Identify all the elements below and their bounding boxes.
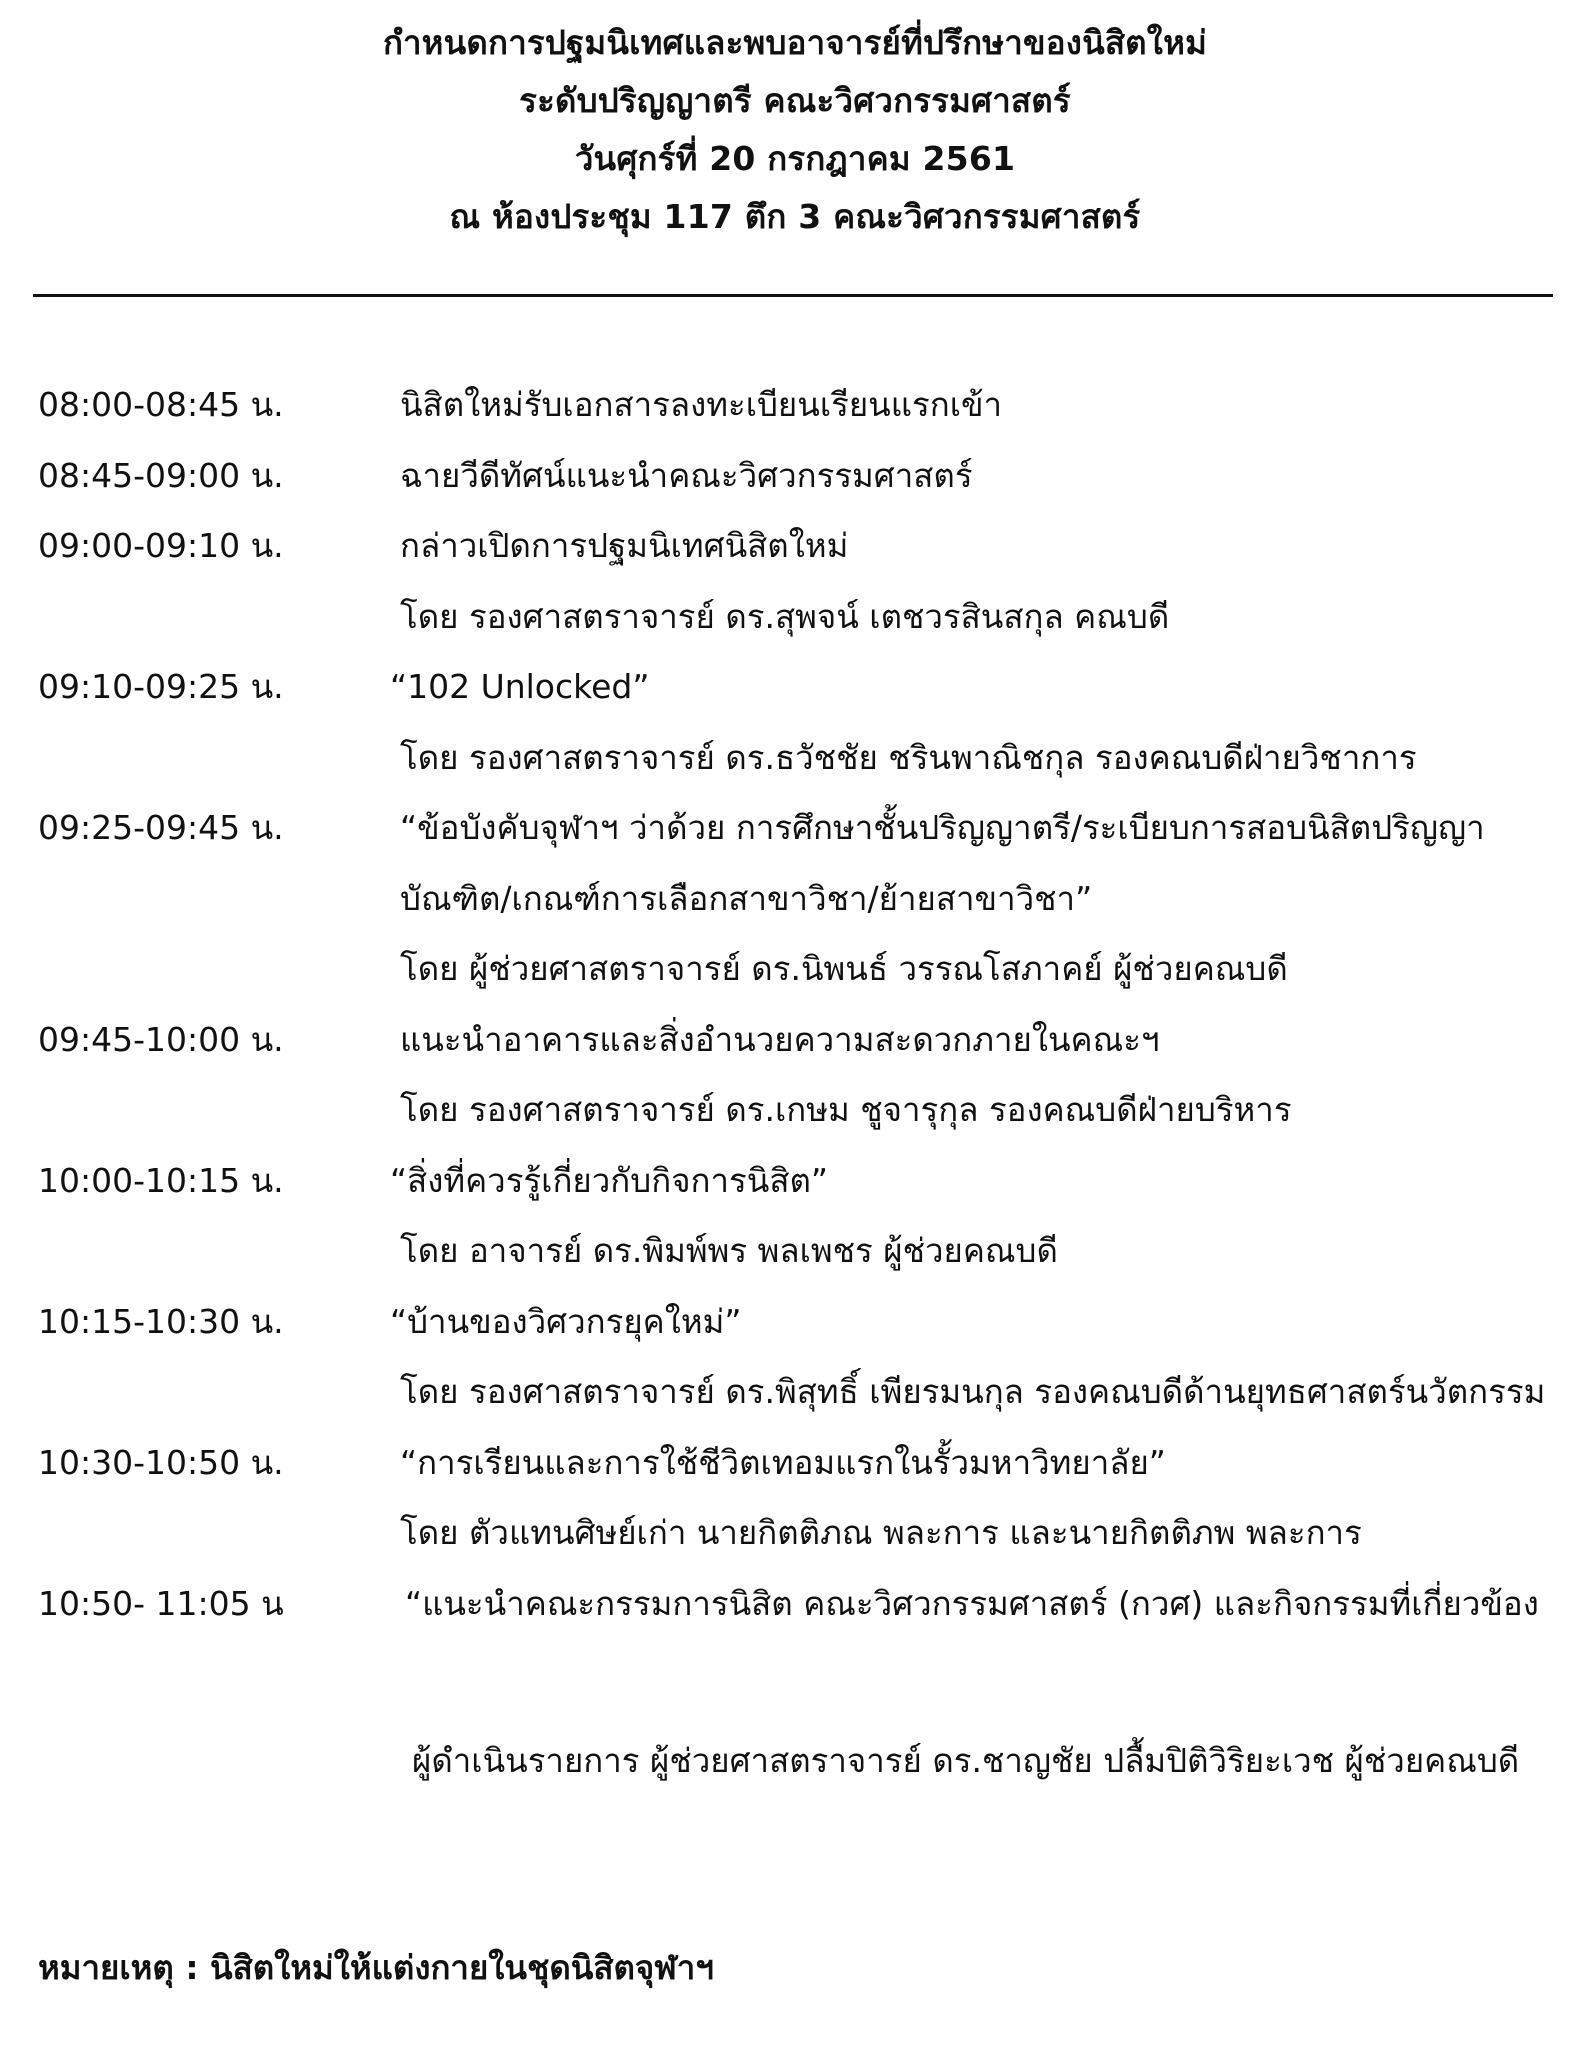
schedule-row [0,793,1590,864]
schedule-activity: “การเรียนและการใช้ชีวิตเทอมแรกในรั้วมหาวิทยาลัย” [400,1442,1166,1482]
schedule-row [0,1075,1590,1146]
moderator-line: ผู้ดำเนินรายการ ผู้ช่วยศาสตราจารย์ ดร.ชาญชัย ปลื้มปิติวิริยะเวช ผู้ช่วยคณบดี [412,1741,1520,1780]
schedule-time: 09:25-09:45 น. [38,808,284,847]
schedule-row [0,1498,1590,1569]
schedule-activity: “บ้านของวิศวกรยุคใหม่” [390,1301,742,1341]
document-header [0,14,1590,246]
schedule-row [0,934,1590,1005]
schedule-row [0,511,1590,582]
schedule-row [0,1569,1590,1640]
schedule-time: 10:15-10:30 น. [38,1301,284,1341]
schedule-activity: “102 Unlocked” [390,667,650,706]
schedule-row [0,723,1590,794]
schedule-speaker: โดย รองศาสตราจารย์ ดร.พิสุทธิ์ เพียรมนกุล รองคณบดีด้านยุทธศาสตร์นวัตกรรม [400,1372,1546,1411]
schedule-row [0,1216,1590,1287]
schedule-time: 08:00-08:45 น. [38,385,284,424]
header-title: กำหนดการปฐมนิเทศและพบอาจารย์ที่ปรึกษาของนิสิตใหม่ [382,23,1208,62]
schedule-row [0,441,1590,512]
schedule-activity: กล่าวเปิดการปฐมนิเทศนิสิตใหม่ [400,526,849,565]
schedule-row [0,1287,1590,1358]
header-venue: ณ ห้องประชุม 117 ตึก 3 คณะวิศวกรรมศาสตร์ [449,197,1141,236]
header-date: วันศุกร์ที่ 20 กรกฎาคม 2561 [574,139,1016,178]
schedule-activity: นิสิตใหม่รับเอกสารลงทะเบียนเรียนแรกเข้า [400,385,1003,424]
schedule-speaker: โดย ตัวแทนศิษย์เก่า นายกิตติภณ พละการ และนายกิตติภพ พละการ [400,1513,1362,1552]
schedule-time: 09:10-09:25 น. [38,667,284,706]
schedule-activity-continued: บัณฑิต/เกณฑ์การเลือกสาขาวิชา/ย้ายสาขาวิชา” [400,878,1093,918]
schedule-list [0,370,1590,1639]
schedule-time: 09:45-10:00 น. [38,1019,284,1059]
schedule-activity: ฉายวีดีทัศน์แนะนำคณะวิศวกรรมศาสตร์ [400,455,973,495]
schedule-row [0,582,1590,653]
schedule-time: 09:00-09:10 น. [38,526,284,565]
schedule-activity: “แนะนำคณะกรรมการนิสิต คณะวิศวกรรมศาสตร์ (กวศ) และกิจกรรมที่เกี่ยวข้อง [405,1583,1539,1623]
schedule-row [0,1005,1590,1076]
schedule-speaker: โดย รองศาสตราจารย์ ดร.ธวัชชัย ชรินพาณิชกุล รองคณบดีฝ่ายวิชาการ [400,737,1417,777]
schedule-time: 10:50- 11:05 น [38,1583,284,1623]
schedule-row [0,652,1590,723]
footnote: หมายเหตุ : นิสิตใหม่ให้แต่งกายในชุดนิสิตจุฬาฯ [38,1948,714,1987]
schedule-speaker: โดย รองศาสตราจารย์ ดร.เกษม ชูจารุกุล รองคณบดีฝ่ายบริหาร [400,1090,1292,1129]
schedule-row [0,1428,1590,1499]
schedule-time: 10:00-10:15 น. [38,1160,284,1200]
schedule-time: 10:30-10:50 น. [38,1442,284,1482]
header-divider [33,294,1553,297]
schedule-activity: “ข้อบังคับจุฬาฯ ว่าด้วย การศึกษาชั้นปริญญาตรี/ระเบียบการสอบนิสิตปริญญา [400,808,1485,847]
schedule-row [0,864,1590,935]
schedule-row [0,1146,1590,1217]
schedule-speaker: โดย รองศาสตราจารย์ ดร.สุพจน์ เตชวรสินสกุล คณบดี [400,596,1170,636]
schedule-row [0,1357,1590,1428]
schedule-speaker: โดย ผู้ช่วยศาสตราจารย์ ดร.นิพนธ์ วรรณโสภาคย์ ผู้ช่วยคณบดี [400,949,1288,988]
schedule-time: 08:45-09:00 น. [38,455,284,495]
schedule-speaker: โดย อาจารย์ ดร.พิมพ์พร พลเพชร ผู้ช่วยคณบดี [400,1231,1058,1270]
schedule-activity: “สิ่งที่ควรรู้เกี่ยวกับกิจการนิสิต” [390,1160,828,1200]
schedule-activity: แนะนำอาคารและสิ่งอำนวยความสะดวกภายในคณะฯ [400,1019,1160,1059]
schedule-row [0,370,1590,441]
header-level-faculty: ระดับปริญญาตรี คณะวิศวกรรมศาสตร์ [519,81,1071,120]
